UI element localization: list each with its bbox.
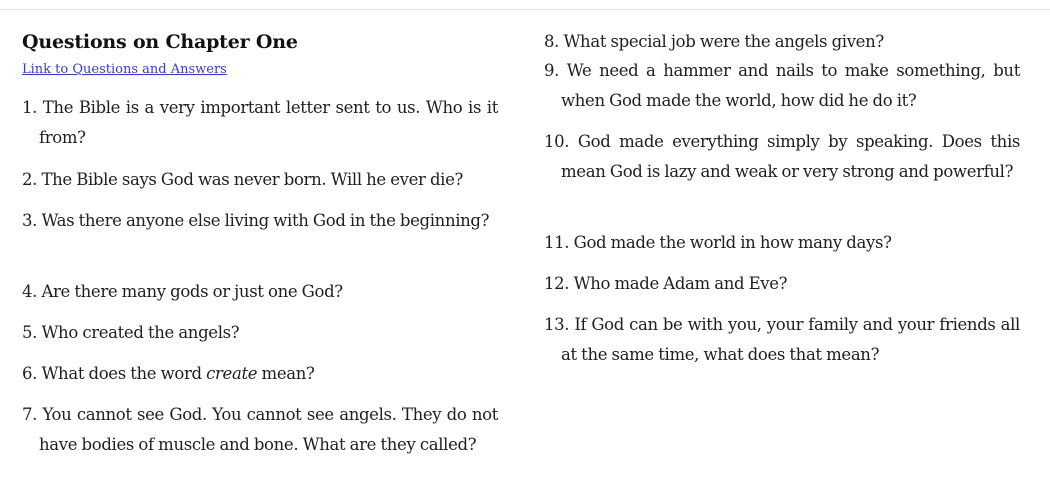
question-text: Who created the angels? — [41, 323, 240, 342]
question-8 — [544, 27, 1020, 57]
question-text: God made the world in how many days? — [573, 233, 892, 252]
question-number: 5. — [22, 323, 38, 342]
question-3 — [22, 206, 498, 236]
question-5 — [22, 318, 498, 348]
question-text: You cannot see God. You cannot see angels. They do not have bodies of muscle and bone. What are they called? — [39, 405, 498, 454]
question-number: 7. — [22, 405, 38, 424]
question-number: 10. — [544, 132, 570, 151]
question-number: 9. — [544, 61, 560, 80]
question-number: 11. — [544, 233, 570, 252]
question-7 — [22, 400, 498, 460]
question-number: 4. — [22, 282, 38, 301]
question-text: Are there many gods or just one God? — [41, 282, 343, 301]
question-text: What special job were the angels given? — [563, 32, 884, 51]
question-4 — [22, 277, 498, 307]
question-10 — [544, 127, 1020, 187]
question-text: If God can be with you, your family and your friends all at the same time, what does that mean? — [561, 315, 1020, 364]
question-2 — [22, 165, 498, 195]
question-11 — [544, 228, 1020, 258]
question-text: Who made Adam and Eve? — [573, 274, 788, 293]
questions-answers-link[interactable]: Link to Questions and Answers — [22, 62, 227, 77]
question-number: 13. — [544, 315, 570, 334]
question-text: Was there anyone else living with God in the beginning? — [41, 211, 490, 230]
question-12 — [544, 269, 1020, 299]
top-divider — [0, 9, 1050, 10]
question-1 — [22, 93, 498, 153]
question-13 — [544, 310, 1020, 370]
question-number: 12. — [544, 274, 570, 293]
question-text: The Bible is a very important letter sent to us. Who is it from? — [39, 98, 498, 147]
page-title: Questions on Chapter One — [22, 31, 298, 53]
question-9 — [544, 56, 1020, 116]
question-text: The Bible says God was never born. Will he ever die? — [41, 170, 464, 189]
question-number: 3. — [22, 211, 38, 230]
emphasized-word: create — [206, 364, 258, 383]
question-number: 1. — [22, 98, 38, 117]
question-6 — [22, 359, 498, 389]
question-number: 8. — [544, 32, 560, 51]
question-text: We need a hammer and nails to make something, but when God made the world, how did he do it? — [561, 61, 1020, 110]
question-text-before: What does the word — [41, 364, 202, 383]
question-number: 2. — [22, 170, 38, 189]
question-text: God made everything simply by speaking. Does this mean God is lazy and weak or very strong and powerful? — [561, 132, 1020, 181]
question-number: 6. — [22, 364, 38, 383]
question-text-after: mean? — [261, 364, 315, 383]
